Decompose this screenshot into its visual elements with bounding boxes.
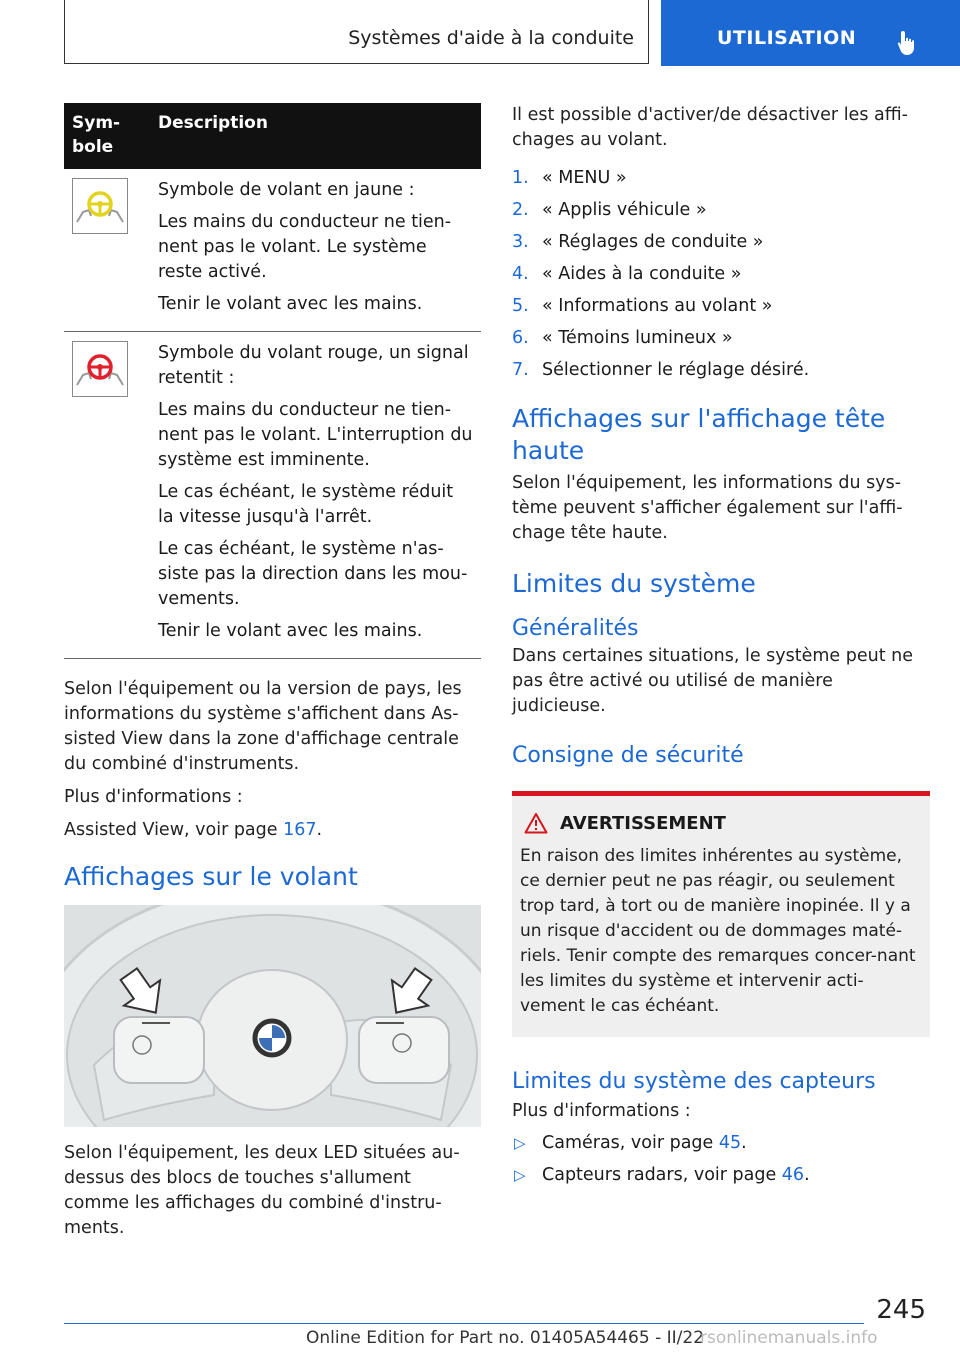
general-paragraph: Dans certaines situations, le système peut ne pas être activé ou utilisé de manière judicieuse. bbox=[512, 646, 913, 716]
step-number: 1. bbox=[512, 168, 529, 188]
step-text: « Applis véhicule » bbox=[542, 200, 707, 220]
section-header-box bbox=[64, 0, 649, 64]
warning-triangle-icon bbox=[524, 812, 548, 834]
reference-suffix: . bbox=[741, 1133, 747, 1153]
chapter-tab bbox=[661, 0, 960, 66]
steering-wheel-yellow-icon bbox=[72, 178, 128, 234]
heading-general: Généralités bbox=[512, 616, 639, 641]
footer-watermark: rsonlinemanuals.info bbox=[700, 1328, 878, 1348]
led-paragraph: Selon l'équipement, les deux LED situées au-dessus des blocs de touches s'allument comme les affichages du combiné d'instru-ments. bbox=[64, 1143, 460, 1238]
list-item bbox=[512, 294, 930, 319]
heading-system-limits: Limites du système bbox=[512, 569, 756, 598]
description-line: Le cas échéant, le système réduit la vitesse jusqu'à l'arrêt. bbox=[158, 482, 454, 527]
symbol-cell bbox=[64, 332, 150, 659]
reference-suffix: . bbox=[316, 820, 323, 840]
description-line: Symbole de volant en jaune : bbox=[158, 180, 415, 200]
page-link-46[interactable]: 46 bbox=[781, 1165, 805, 1185]
list-item bbox=[512, 1131, 930, 1156]
table-header-row bbox=[64, 103, 481, 169]
description-line: Les mains du conducteur ne tien-nent pas le volant. L'interruption du système est imminente. bbox=[158, 400, 473, 470]
bullet-triangle-icon: ▷ bbox=[514, 1134, 526, 1152]
step-number: 6. bbox=[512, 328, 529, 348]
hud-paragraph: Selon l'équipement, les informations du sys-tème peuvent s'afficher également sur l'affi-chage tête haute. bbox=[512, 473, 903, 543]
symbol-table bbox=[64, 103, 481, 659]
step-text: « Aides à la conduite » bbox=[542, 264, 742, 284]
right-column bbox=[512, 103, 930, 1188]
steps-list bbox=[512, 166, 930, 383]
heading-hud-displays: Affichages sur l'affichage tête haute bbox=[512, 404, 886, 465]
bullet-triangle-icon: ▷ bbox=[514, 1166, 526, 1184]
assisted-view-reference bbox=[64, 818, 481, 843]
table-row bbox=[64, 332, 481, 659]
description-line: Tenir le volant avec les mains. bbox=[158, 294, 423, 314]
activation-intro: Il est possible d'activer/de désactiver les affi-chages au volant. bbox=[512, 105, 908, 150]
table-row bbox=[64, 169, 481, 332]
footer-divider bbox=[64, 1323, 864, 1324]
pointing-hand-icon bbox=[897, 30, 921, 56]
description-cell bbox=[150, 332, 481, 659]
description-line: Symbole du volant rouge, un signal retentit : bbox=[158, 343, 469, 388]
heading-safety-notice: Consigne de sécurité bbox=[512, 743, 744, 768]
step-text: « Témoins lumineux » bbox=[542, 328, 733, 348]
more-info-label: Plus d'informations : bbox=[64, 787, 243, 807]
section-title: Systèmes d'aide à la conduite bbox=[348, 27, 634, 49]
page-header bbox=[0, 0, 960, 66]
list-item bbox=[512, 198, 930, 223]
warning-text: En raison des limites inhérentes au système, ce dernier peut ne pas réagir, ou seulement trop tard, à tort ou de manière inopinée. Il y a un risque d'accident ou de dommages maté-riels. Tenir compte des remarques concer-nant les limites du système et intervenir acti-vement le cas échéant. bbox=[520, 846, 916, 1016]
heading-sensor-limits: Limites du système des capteurs bbox=[512, 1069, 876, 1094]
reference-suffix: . bbox=[804, 1165, 810, 1185]
step-text: « Informations au volant » bbox=[542, 296, 773, 316]
description-line: Tenir le volant avec les mains. bbox=[158, 621, 423, 641]
reference-text: Capteurs radars, voir page bbox=[542, 1165, 782, 1185]
steering-wheel-image bbox=[64, 905, 481, 1127]
list-item bbox=[512, 262, 930, 287]
list-item bbox=[512, 326, 930, 351]
footer-edition: Online Edition for Part no. 01405A54465 - II/22 bbox=[306, 1328, 705, 1348]
list-item bbox=[512, 358, 930, 383]
heading-steering-wheel-displays: Affichages sur le volant bbox=[64, 862, 358, 891]
step-number: 3. bbox=[512, 232, 529, 252]
reference-text: Caméras, voir page bbox=[542, 1133, 719, 1153]
left-column bbox=[64, 103, 481, 1241]
warning-header bbox=[520, 812, 920, 834]
page-number: 245 bbox=[876, 1295, 926, 1325]
column-header-description: Description bbox=[150, 103, 481, 169]
assisted-view-paragraph: Selon l'équipement ou la version de pays, les informations du système s'affichent dans As-sisted View dans la zone d'affichage centrale du combiné d'instruments. bbox=[64, 679, 462, 774]
description-line: Le cas échéant, le système n'as-siste pas la direction dans les mou-vements. bbox=[158, 539, 468, 609]
chapter-title: UTILISATION bbox=[717, 27, 857, 49]
steering-wheel-red-icon bbox=[72, 341, 128, 397]
reference-text: Assisted View, voir page bbox=[64, 820, 284, 840]
list-item bbox=[512, 166, 930, 191]
symbol-cell bbox=[64, 169, 150, 332]
page-link-45[interactable]: 45 bbox=[718, 1133, 742, 1153]
description-cell bbox=[150, 169, 481, 332]
more-info-label: Plus d'informations : bbox=[512, 1101, 691, 1121]
step-number: 2. bbox=[512, 200, 529, 220]
page-link-167[interactable]: 167 bbox=[283, 820, 317, 840]
step-number: 4. bbox=[512, 264, 529, 284]
step-text: « Réglages de conduite » bbox=[542, 232, 764, 252]
list-item bbox=[512, 1163, 930, 1188]
description-line: Les mains du conducteur ne tien-nent pas le volant. Le système reste activé. bbox=[158, 212, 452, 282]
warning-box bbox=[512, 791, 930, 1037]
step-number: 5. bbox=[512, 296, 529, 316]
step-number: 7. bbox=[512, 360, 529, 380]
list-item bbox=[512, 230, 930, 255]
sensor-references-list bbox=[512, 1131, 930, 1188]
warning-title: AVERTISSEMENT bbox=[560, 812, 726, 834]
step-text: « MENU » bbox=[542, 168, 627, 188]
step-text: Sélectionner le réglage désiré. bbox=[542, 360, 810, 380]
column-header-symbol: Sym-bole bbox=[64, 103, 150, 169]
